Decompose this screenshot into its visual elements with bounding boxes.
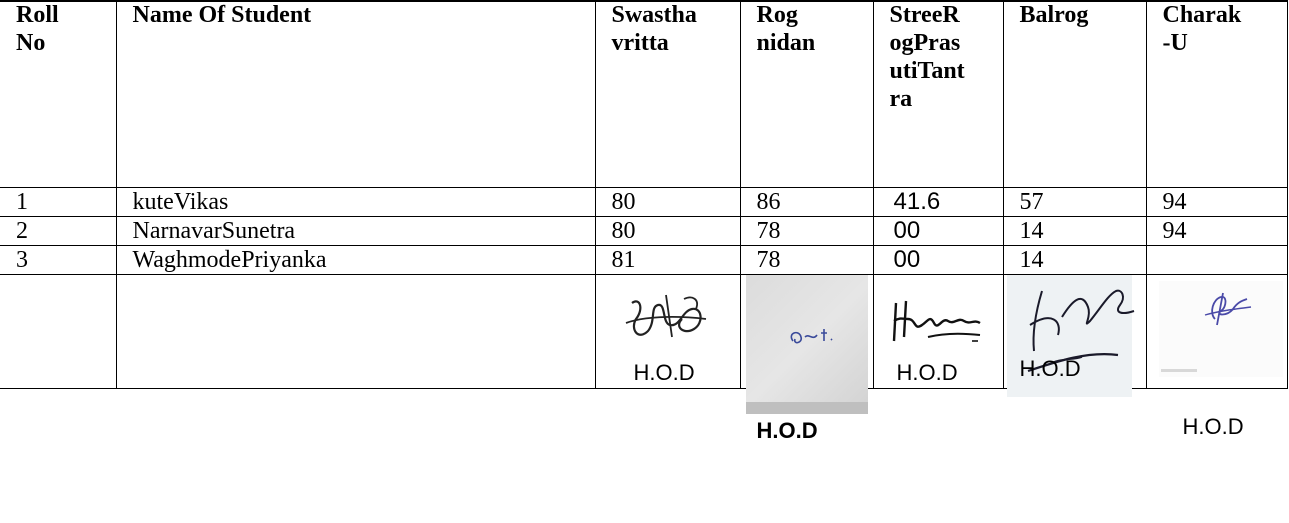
name-cell: kuteVikas bbox=[116, 188, 595, 217]
charak-u-cell bbox=[1146, 246, 1287, 275]
hod-label: H.O.D bbox=[1019, 356, 1081, 381]
empty-name-cell bbox=[116, 275, 595, 389]
rognidan-cell: 86 bbox=[740, 188, 873, 217]
swasthavritta-cell: 80 bbox=[595, 217, 740, 246]
hod-label: H.O.D bbox=[896, 360, 958, 385]
name-cell: WaghmodePriyanka bbox=[116, 246, 595, 275]
swasthavritta-cell: 80 bbox=[595, 188, 740, 217]
balrog-cell: 57 bbox=[1003, 188, 1146, 217]
balrog-cell: 14 bbox=[1003, 246, 1146, 275]
charak-u-cell: 94 bbox=[1146, 217, 1287, 246]
signature-image bbox=[622, 289, 712, 349]
header-streerogprasutitantra: StreeR ogPras utiTant ra bbox=[873, 1, 1003, 188]
balrog-signature-cell bbox=[1003, 275, 1146, 389]
signature-row bbox=[0, 275, 1287, 389]
rognidan-signature-cell bbox=[740, 275, 873, 443]
rognidan-cell: 78 bbox=[740, 217, 873, 246]
table-row bbox=[0, 246, 1287, 275]
charak-u-cell: 94 bbox=[1146, 188, 1287, 217]
streerogprasutitantra-cell: 41.6 bbox=[873, 188, 1003, 217]
signature-image bbox=[783, 323, 843, 353]
table-row bbox=[0, 217, 1287, 246]
roll-cell: 1 bbox=[0, 188, 116, 217]
signature-image bbox=[1197, 289, 1257, 329]
swasthavritta-cell: 81 bbox=[595, 246, 740, 275]
hod-label: H.O.D bbox=[1182, 414, 1244, 439]
rognidan-cell: 78 bbox=[740, 246, 873, 275]
swasthavritta-signature-cell bbox=[595, 275, 740, 389]
header-swasthavritta: Swastha vritta bbox=[595, 1, 740, 188]
header-roll-no: Roll No bbox=[0, 1, 116, 188]
streerogprasutitantra-cell: 00 bbox=[873, 246, 1003, 275]
empty-roll-cell bbox=[0, 275, 116, 389]
header-balrog: Balrog bbox=[1003, 1, 1146, 188]
header-charak-u: Charak -U bbox=[1146, 1, 1287, 188]
photo-caption-strip bbox=[746, 402, 868, 414]
roll-cell: 3 bbox=[0, 246, 116, 275]
top-border-line bbox=[0, 0, 1287, 2]
roll-cell: 2 bbox=[0, 217, 116, 246]
header-row bbox=[0, 1, 1287, 188]
table-row bbox=[0, 188, 1287, 217]
hod-label: H.O.D bbox=[633, 360, 695, 385]
balrog-cell: 14 bbox=[1003, 217, 1146, 246]
photo-caption-strip bbox=[1161, 369, 1197, 372]
name-cell: NarnavarSunetra bbox=[116, 217, 595, 246]
header-rognidan: Rog nidan bbox=[740, 1, 873, 188]
hod-label: H.O.D bbox=[756, 418, 818, 443]
streerogprasutitantra-signature-cell bbox=[873, 275, 1003, 389]
signature-image bbox=[888, 297, 988, 347]
charak-u-signature-cell bbox=[1146, 275, 1287, 439]
header-name-of-student: Name Of Student bbox=[116, 1, 595, 188]
streerogprasutitantra-cell: 00 bbox=[873, 217, 1003, 246]
